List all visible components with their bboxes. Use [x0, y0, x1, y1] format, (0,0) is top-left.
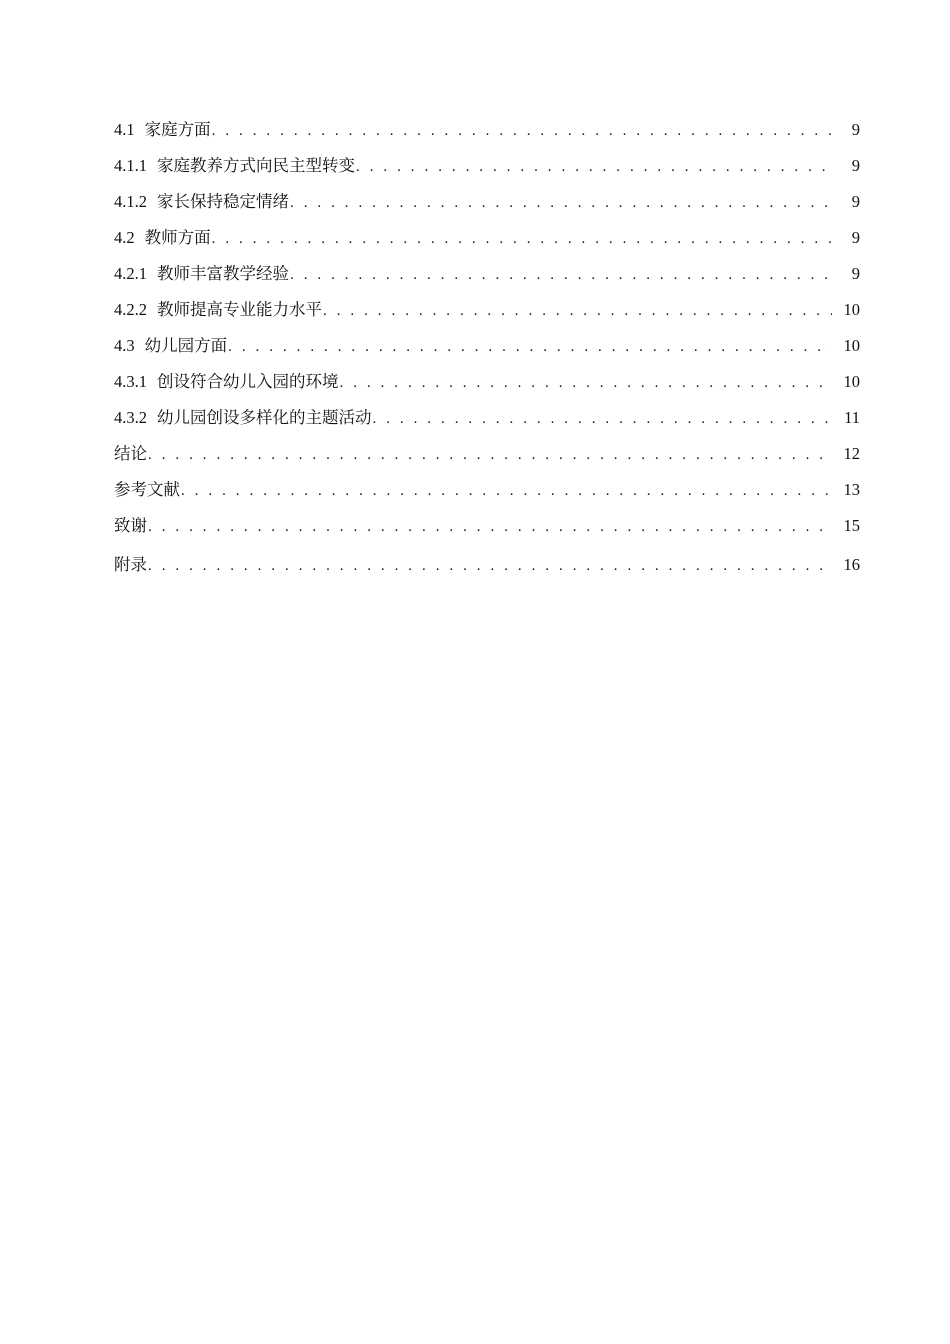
toc-entry-page: 15: [843, 516, 860, 535]
toc-dot-leader: [147, 443, 832, 467]
toc-entry-number: 4.2.1: [114, 264, 147, 283]
toc-entry-number: 4.1: [114, 120, 135, 139]
table-of-contents: [114, 118, 860, 589]
toc-entry-page: 10: [843, 300, 860, 319]
toc-entry-title: 家庭方面: [144, 120, 211, 139]
toc-entry-4-1-1[interactable]: [114, 154, 860, 190]
toc-entry-number: 4.3.2: [114, 408, 147, 427]
toc-entry-title: 结论: [114, 444, 147, 463]
toc-entry-page: 13: [843, 480, 860, 499]
toc-entry-appendix[interactable]: [114, 553, 860, 589]
toc-entry-4-2[interactable]: [114, 226, 860, 262]
toc-entry-number: 4.2: [114, 228, 135, 247]
toc-entry-4-2-1[interactable]: [114, 262, 860, 298]
toc-entry-page: 9: [851, 228, 860, 247]
toc-dot-leader: [227, 335, 831, 359]
toc-entry-title: 教师丰富教学经验: [157, 264, 289, 283]
toc-entry-4-3[interactable]: [114, 334, 860, 370]
toc-entry-number: 4.3: [114, 336, 135, 355]
toc-entry-page: 11: [844, 408, 860, 427]
toc-entry-number: 4.1.2: [114, 192, 147, 211]
toc-entry-title: 参考文献: [114, 480, 180, 499]
toc-dot-leader: [355, 155, 832, 179]
toc-dot-leader: [289, 191, 832, 215]
toc-dot-leader: [211, 227, 832, 251]
toc-entry-title: 教师提高专业能力水平: [157, 300, 322, 319]
toc-entry-references[interactable]: [114, 478, 860, 514]
toc-entry-number: 4.1.1: [114, 156, 147, 175]
toc-entry-page: 16: [843, 555, 860, 574]
toc-entry-title: 家长保持稳定情绪: [157, 192, 289, 211]
toc-dot-leader: [147, 515, 832, 539]
toc-entry-page: 9: [851, 192, 860, 211]
toc-dot-leader: [180, 479, 832, 503]
toc-entry-title: 创设符合幼儿入园的环境: [157, 372, 339, 391]
toc-entry-page: 9: [851, 264, 860, 283]
toc-entry-4-2-2[interactable]: [114, 298, 860, 334]
toc-entry-conclusion[interactable]: [114, 442, 860, 478]
toc-dot-leader: [289, 263, 832, 287]
toc-dot-leader: [147, 554, 832, 578]
toc-dot-leader: [339, 371, 832, 395]
toc-entry-4-1[interactable]: [114, 118, 860, 154]
toc-entry-page: 10: [843, 336, 860, 355]
toc-entry-title: 教师方面: [144, 228, 211, 247]
toc-dot-leader: [322, 299, 832, 323]
toc-entry-page: 9: [851, 120, 860, 139]
toc-entry-title: 家庭教养方式向民主型转变: [157, 156, 355, 175]
toc-entry-page: 9: [851, 156, 860, 175]
toc-entry-page: 10: [843, 372, 860, 391]
toc-entry-title: 幼儿园方面: [144, 336, 228, 355]
toc-entry-title: 附录: [114, 555, 147, 574]
toc-entry-title: 幼儿园创设多样化的主题活动: [157, 408, 372, 427]
toc-entry-4-3-1[interactable]: [114, 370, 860, 406]
toc-entry-acknowledgements[interactable]: [114, 514, 860, 550]
toc-entry-4-1-2[interactable]: [114, 190, 860, 226]
toc-entry-number: 4.3.1: [114, 372, 147, 391]
toc-entry-title: 致谢: [114, 516, 147, 535]
toc-entry-number: 4.2.2: [114, 300, 147, 319]
toc-entry-4-3-2[interactable]: [114, 406, 860, 442]
toc-dot-leader: [211, 119, 832, 143]
toc-entry-page: 12: [843, 444, 860, 463]
toc-dot-leader: [372, 407, 833, 431]
